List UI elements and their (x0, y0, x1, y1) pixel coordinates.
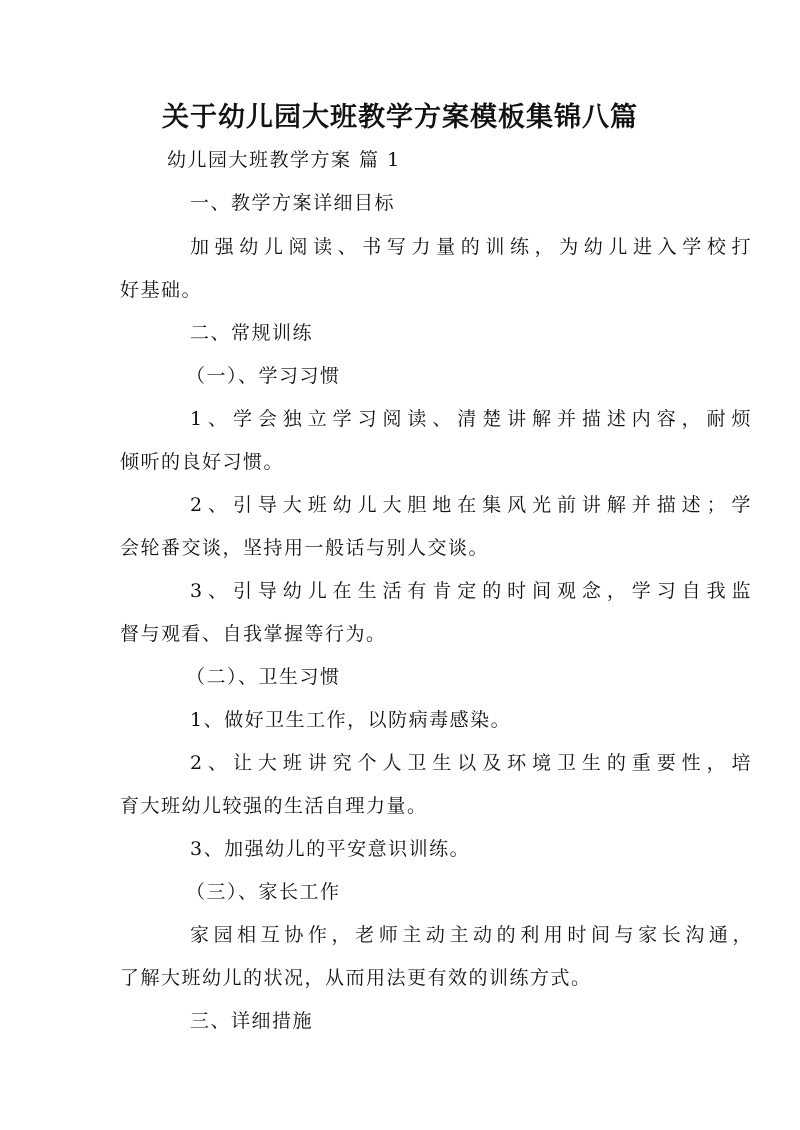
paragraph-line: 3、引导幼儿在生活有肯定的时间观念，学习自我监 (190, 580, 752, 602)
subheading-study-habits: （一）、学习习惯 (186, 365, 341, 387)
subheading-parent-work: （三）、家长工作 (186, 881, 341, 903)
heading-objectives: 一、教学方案详细目标 (190, 192, 396, 214)
paragraph-line: 家园相互协作，老师主动主动的利用时间与家长沟通， (190, 924, 752, 946)
heading-routine-training: 二、常规训练 (190, 322, 314, 344)
heading-detailed-measures: 三、详细措施 (190, 1010, 314, 1032)
paragraph-line: 督与观看、自我掌握等行为。 (120, 623, 387, 645)
paragraph-line: 育大班幼儿较强的生活自理力量。 (120, 795, 428, 817)
subheading-hygiene-habits: （二）、卫生习惯 (186, 666, 341, 688)
paragraph-line: 了解大班幼儿的状况，从而用法更有效的训练方式。 (120, 967, 592, 989)
paragraph-line: 1、学会独立学习阅读、清楚讲解并描述内容，耐烦 (190, 408, 752, 430)
paragraph-line: 会轮番交谈，坚持用一般话与别人交谈。 (120, 537, 490, 559)
paragraph-line: 好基础。 (120, 279, 203, 301)
paragraph-line: 1、做好卫生工作，以防病毒感染。 (190, 709, 512, 731)
document-title: 关于幼儿园大班教学方案模板集锦八篇 (162, 102, 638, 133)
section-subtitle: 幼儿园大班教学方案 篇 1 (167, 149, 401, 171)
paragraph-line: 3、加强幼儿的平安意识训练。 (190, 838, 471, 860)
paragraph-line: 2、引导大班幼儿大胆地在集风光前讲解并描述；学 (190, 494, 752, 516)
paragraph-line: 倾听的良好习惯。 (120, 451, 285, 473)
paragraph-line: 2、让大班讲究个人卫生以及环境卫生的重要性，培 (190, 752, 752, 774)
paragraph-line: 加强幼儿阅读、书写力量的训练，为幼儿进入学校打 (190, 236, 752, 258)
